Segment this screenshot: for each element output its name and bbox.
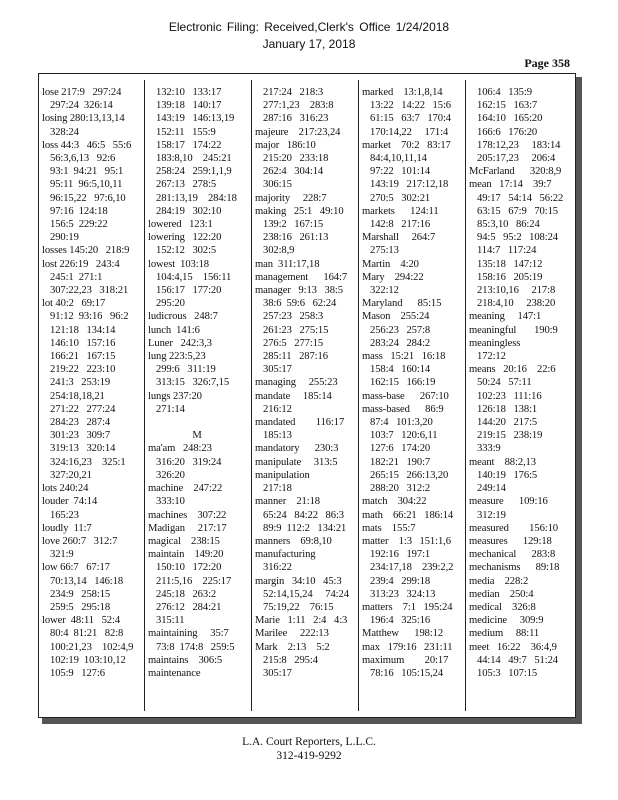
index-entry: 249:14	[477, 483, 506, 495]
index-entry: 276:12 284:21	[156, 601, 222, 613]
index-entry: 152:12 302:5	[156, 245, 217, 257]
index-entry: 301:23 309:7	[50, 430, 111, 442]
index-entry: 106:4 135:9	[477, 87, 532, 98]
index-entry: 70:13,14 146:18	[50, 575, 124, 587]
index-entry: meant 88:2,13	[469, 456, 536, 468]
index-entry: 126:18 138:1	[477, 403, 538, 415]
index-entry: market 70:2 83:17	[362, 139, 451, 151]
index-entry: margin 34:10 45:3	[255, 575, 342, 587]
index-entry: 152:11 155:9	[156, 126, 216, 138]
index-entry: 182:21 190:7	[370, 456, 431, 468]
index-entry: medical 326:8	[469, 601, 536, 613]
index-entry: machine 247:22	[148, 483, 223, 495]
column-divider	[465, 80, 466, 711]
index-entry: 217:24 218:3	[263, 87, 324, 98]
index-entry: 305:17	[263, 667, 292, 679]
index-entry: magical 238:15	[148, 535, 220, 547]
index-entry: 50:24 57:11	[477, 377, 532, 389]
index-entry: math 66:21 186:14	[362, 509, 454, 521]
index-entry: majeure 217:23,24	[255, 126, 341, 138]
index-entry: 95:11 96:5,10,11	[50, 179, 123, 191]
index-entry	[148, 416, 246, 429]
index-entry: 305:17	[263, 364, 292, 376]
index-entry: 13:22 14:22 15:6	[370, 100, 451, 112]
index-column-4	[362, 86, 460, 706]
index-entry: maintenance	[148, 667, 201, 679]
index-entry: 297:24 326:14	[50, 100, 113, 112]
index-entry: 105:3 107:15	[477, 667, 538, 679]
index-entry: 259:5 295:18	[50, 601, 111, 613]
index-entry: 270:5 302:21	[370, 192, 431, 204]
index-entry: 216:12	[263, 403, 292, 415]
index-entry: 150:10 172:20	[156, 562, 222, 574]
index-entry: 290:19	[50, 232, 79, 244]
index-entry: Matthew 198:12	[362, 628, 444, 640]
index-entry: 146:10 157:16	[50, 337, 116, 349]
index-entry: 306:15	[263, 179, 292, 191]
index-entry: 103:7 120:6,11	[370, 430, 438, 442]
index-entry: 218:4,10 238:20	[477, 298, 556, 310]
filing-stamp: Electronic Filing: Received,Clerk's Office 1/24/2018	[168, 20, 450, 34]
index-entry: meaning 147:1	[469, 311, 542, 323]
index-entry: 158:17 174:22	[156, 139, 222, 151]
index-entry: 262:4 304:14	[263, 166, 324, 178]
index-entry: Marie 1:11 2:4 4:3	[255, 615, 348, 627]
index-entry: manipulate 313:5	[255, 456, 338, 468]
index-entry: 328:24	[50, 126, 79, 138]
index-entry: ludicrous 248:7	[148, 311, 218, 323]
index-entry: maintains 306:5	[148, 654, 223, 666]
index-entry: 178:12,23 183:14	[477, 139, 561, 151]
index-entry: 295:20	[156, 298, 185, 310]
index-entry: 156:17 177:20	[156, 285, 222, 297]
index-entry: 239:4 299:18	[370, 575, 431, 587]
index-entry: meet 16:22 36:4,9	[469, 641, 557, 653]
index-entry: 217:18	[263, 483, 292, 495]
index-entry: 302:8,9	[263, 245, 295, 257]
index-entry: 52:14,15,24 74:24	[263, 588, 349, 600]
index-entry: 93:1 94:21 95:1	[50, 166, 124, 178]
index-entry: lowest 103:18	[148, 258, 209, 270]
index-entry: Mary 294:22	[362, 271, 424, 283]
index-entry: 56:3,6,13 92:6	[50, 153, 116, 165]
index-entry: mandatory 230:3	[255, 443, 339, 455]
index-entry: 132:10 133:17	[156, 87, 222, 98]
index-entry: 234:17,18 239:2,2	[370, 562, 454, 574]
index-entry: 192:16 197:1	[370, 549, 431, 561]
index-entry: mechanical 283:8	[469, 549, 556, 561]
index-entry: 172:12	[477, 351, 506, 363]
index-entry: medium 88:11	[469, 628, 540, 640]
index-entry: McFarland 320:8,9	[469, 166, 562, 178]
index-entry: 276:5 277:15	[263, 337, 324, 349]
index-entry: 215:20 233:18	[263, 153, 329, 165]
index-entry: 183:8,10 245:21	[156, 153, 232, 165]
index-entry: 127:6 174:20	[370, 443, 431, 455]
index-entry: 254:18,18,21	[50, 390, 105, 402]
index-entry: Maryland 85:15	[362, 298, 442, 310]
index-entry: 245:18 263:2	[156, 588, 217, 600]
index-entry: man 311:17,18	[255, 258, 320, 270]
index-entry: 284:23 287:4	[50, 417, 111, 429]
index-entry: manner 21:18	[255, 496, 320, 508]
index-entry: 165:23	[50, 509, 79, 521]
index-entry: 87:4 101:3,20	[370, 417, 433, 429]
index-frame	[38, 73, 576, 718]
index-entry: 143:19 217:12,18	[370, 179, 449, 191]
index-entry: 319:13 320:14	[50, 443, 116, 455]
index-entry: 143:19 146:13,19	[156, 113, 235, 125]
index-entry: match 304:22	[362, 496, 427, 508]
index-entry: matters 7:1 195:24	[362, 601, 453, 613]
index-entry: lot 40:2 69:17	[42, 298, 106, 310]
index-entry: meaningful 190:9	[469, 324, 558, 336]
index-entry: 211:5,16 225:17	[156, 575, 232, 587]
index-column-1	[42, 86, 140, 706]
index-entry: measure 109:16	[469, 496, 548, 508]
column-divider	[251, 80, 252, 711]
index-entry: 97:22 101:14	[370, 166, 431, 178]
index-entry: 315:11	[156, 615, 185, 627]
index-entry: 241:3 253:19	[50, 377, 111, 389]
index-entry: low 66:7 67:17	[42, 562, 110, 574]
index-entry: mass-based 86:9	[362, 403, 444, 415]
index-entry: 49:17 54:14 56:22	[477, 192, 564, 204]
index-entry: 257:23 258:3	[263, 311, 324, 323]
reporter-name: L.A. Court Reporters, L.L.C.	[242, 736, 376, 748]
index-entry: max 179:16 231:11	[362, 641, 453, 653]
index-entry: 267:13 278:5	[156, 179, 217, 191]
index-entry: 78:16 105:15,24	[370, 667, 444, 679]
index-column-3	[255, 86, 353, 706]
index-entry: 327:20,21	[50, 469, 92, 481]
index-column-2	[148, 86, 246, 706]
index-entry: 261:23 275:15	[263, 324, 329, 336]
index-entry: 65:24 84:22 86:3	[263, 509, 344, 521]
index-entry: 283:24 284:2	[370, 337, 431, 349]
index-entry: 139:18 140:17	[156, 100, 222, 112]
index-entry: Mark 2:13 5:2	[255, 641, 330, 653]
index-entry: 104:4,15 156:11	[156, 271, 232, 283]
index-entry: 312:19	[477, 509, 506, 521]
index-entry: 185:13	[263, 430, 292, 442]
reporter-phone: 312-419-9292	[276, 750, 342, 762]
index-entry: 333:9	[477, 443, 501, 455]
index-entry: 170:14,22 171:4	[370, 126, 449, 138]
section-letter: M	[192, 430, 202, 442]
index-entry: 38:6 59:6 62:24	[263, 298, 337, 310]
index-entry: median 250:4	[469, 588, 534, 600]
index-entry: 162:15 163:7	[477, 100, 538, 112]
index-entry: lose 217:9 297:24	[42, 87, 122, 98]
index-entry: 89:9 112:2 134:21	[263, 522, 347, 534]
index-entry: 215:8 295:4	[263, 654, 318, 666]
index-entry: medicine 309:9	[469, 615, 544, 627]
index-entry: 281:13,19 284:18	[156, 192, 237, 204]
index-entry: 75:19,22 76:15	[263, 601, 334, 613]
index-entry: 307:22,23 318:21	[50, 285, 129, 297]
index-entry: 114:7 117:24	[477, 245, 537, 257]
index-entry: managing 255:23	[255, 377, 338, 389]
index-entry: 139:2 167:15	[263, 219, 324, 231]
index-entry: 44:14 49:7 51:24	[477, 654, 558, 666]
index-entry: 158:4 160:14	[370, 364, 431, 376]
index-entry: 333:10	[156, 496, 185, 508]
index-entry: means 20:16 22:6	[469, 364, 556, 376]
index-entry: 313:23 324:13	[370, 588, 436, 600]
index-entry: Madigan 217:17	[148, 522, 227, 534]
index-entry: 61:15 63:7 170:4	[370, 113, 451, 125]
index-entry: 63:15 67:9 70:15	[477, 205, 558, 217]
index-entry: love 260:7 312:7	[42, 535, 118, 547]
index-entry: maximum 20:17	[362, 654, 449, 666]
index-entry: major 186:10	[255, 139, 316, 151]
index-entry: Mason 255:24	[362, 311, 430, 323]
index-entry: 275:13	[370, 245, 399, 257]
index-entry: losses 145:20 218:9	[42, 245, 130, 257]
index-entry: 158:16 205:19	[477, 271, 543, 283]
index-entry: measures 129:18	[469, 535, 552, 547]
index-entry: majority 228:7	[255, 192, 327, 204]
index-entry: 326:20	[156, 469, 185, 481]
index-entry: 91:12 93:16 96:2	[50, 311, 129, 323]
index-entry: 100:21,23 102:4,9	[50, 641, 134, 653]
index-entry: manners 69:8,10	[255, 535, 332, 547]
index-entry: 84:4,10,11,14	[370, 153, 427, 165]
index-entry: ma'am 248:23	[148, 443, 212, 455]
index-entry: mandate 185:14	[255, 390, 332, 402]
index-entry: 245:1 271:1	[50, 271, 103, 283]
index-entry: management 164:7	[255, 271, 348, 283]
index-entry: 142:8 217:16	[370, 219, 431, 231]
index-entry: lung 223:5,23	[148, 351, 206, 363]
index-entry: Marilee 222:13	[255, 628, 329, 640]
index-entry: measured 156:10	[469, 522, 559, 534]
index-entry: lost 226:19 243:4	[42, 258, 120, 270]
page-number: Page 358	[524, 56, 570, 70]
index-entry: 205:17,23 206:4	[477, 153, 556, 165]
index-entry: Martin 4:20	[362, 258, 419, 270]
index-entry: 166:6 176:20	[477, 126, 538, 138]
index-entry: 156:5 229:22	[50, 219, 108, 231]
index-entry: lots 240:24	[42, 483, 89, 495]
index-entry: 219:22 223:10	[50, 364, 116, 376]
index-entry: 94:5 95:2 108:24	[477, 232, 558, 244]
index-entry: 313:15 326:7,15	[156, 377, 230, 389]
index-entry: mats 155:7	[362, 522, 416, 534]
index-entry: 256:23 257:8	[370, 324, 431, 336]
index-entry: mechanisms 89:18	[469, 562, 560, 574]
index-entry: 135:18 147:12	[477, 258, 543, 270]
index-entry: 166:21 167:15	[50, 351, 116, 363]
index-entry: lowered 123:1	[148, 219, 213, 231]
index-entry: 85:3,10 86:24	[477, 219, 540, 231]
index-entry: louder 74:14	[42, 496, 98, 508]
index-entry: matter 1:3 151:1,6	[362, 535, 451, 547]
index-entry: 299:6 311:19	[156, 364, 216, 376]
index-entry: 258:24 259:1,1,9	[156, 166, 232, 178]
index-entry: losing 280:13,13,14	[42, 113, 125, 125]
index-entry: 234:9 258:15	[50, 588, 111, 600]
index-entry: manager 9:13 38:5	[255, 285, 343, 297]
index-entry: 322:12	[370, 285, 399, 297]
index-entry: 213:10,16 217:8	[477, 285, 556, 297]
index-entry: 96:15,22 97:6,10	[50, 192, 126, 204]
index-entry: maintaining 35:7	[148, 628, 229, 640]
index-entry: manufacturing	[255, 549, 316, 561]
index-entry: 162:15 166:19	[370, 377, 436, 389]
index-entry: lowering 122:20	[148, 232, 222, 244]
index-entry: 102:19 103:10,12	[50, 654, 126, 666]
index-entry: media 228:2	[469, 575, 529, 587]
index-entry: mandated 116:17	[255, 417, 345, 429]
index-entry: 288:20 312:2	[370, 483, 431, 495]
index-entry: meaningless	[469, 337, 521, 349]
index-entry: 277:1,23 283:8	[263, 100, 334, 112]
index-column-5	[469, 86, 569, 706]
index-entry: 164:10 165:20	[477, 113, 543, 125]
index-entry: markets 124:11	[362, 205, 439, 217]
index-entry: loudly 11:7	[42, 522, 92, 534]
index-entry: 140:19 176:5	[477, 469, 538, 481]
index-entry: 73:8 174:8 259:5	[156, 641, 235, 653]
index-entry: 97:16 124:18	[50, 205, 108, 217]
filing-date: January 17, 2018	[262, 37, 356, 51]
index-entry: 80:4 81:21 82:8	[50, 628, 124, 640]
index-entry: mass-base 267:10	[362, 390, 449, 402]
index-entry: loss 44:3 46:5 55:6	[42, 139, 132, 151]
index-entry: making 25:1 49:10	[255, 205, 344, 217]
index-entry: 144:20 217:5	[477, 417, 538, 429]
index-entry: marked 13:1,8,14	[362, 87, 443, 98]
index-entry: 105:9 127:6	[50, 667, 105, 679]
index-entry: 238:16 261:13	[263, 232, 329, 244]
index-entry: lunch 141:6	[148, 324, 200, 336]
column-divider	[358, 80, 359, 711]
index-entry: 316:22	[263, 562, 292, 574]
index-entry: Luner 242:3,3	[148, 337, 212, 349]
index-entry: 287:16 316:23	[263, 113, 329, 125]
index-entry: machines 307:22	[148, 509, 227, 521]
index-entry: 265:15 266:13,20	[370, 469, 449, 481]
index-entry: mass 15:21 16:18	[362, 351, 446, 363]
index-entry: 219:15 238:19	[477, 430, 543, 442]
index-entry: Marshall 264:7	[362, 232, 436, 244]
index-entry: 321:9	[50, 549, 74, 561]
index-entry: maintain 149:20	[148, 549, 224, 561]
index-entry: 271:14	[156, 403, 185, 415]
index-entry: mean 17:14 39:7	[469, 179, 552, 191]
index-entry: 271:22 277:24	[50, 403, 116, 415]
index-entry: 196:4 325:16	[370, 615, 431, 627]
index-entry: 121:18 134:14	[50, 324, 116, 336]
index-entry: 324:16,23 325:1	[50, 456, 126, 468]
index-entry: 102:23 111:16	[477, 390, 542, 402]
column-divider	[144, 80, 145, 711]
index-entry: lungs 237:20	[148, 390, 202, 402]
index-entry: 285:11 287:16	[263, 351, 328, 363]
index-entry: 316:20 319:24	[156, 456, 222, 468]
index-entry: lower 48:11 52:4	[42, 615, 121, 627]
index-entry: 284:19 302:10	[156, 205, 222, 217]
index-entry: manipulation	[255, 469, 310, 481]
